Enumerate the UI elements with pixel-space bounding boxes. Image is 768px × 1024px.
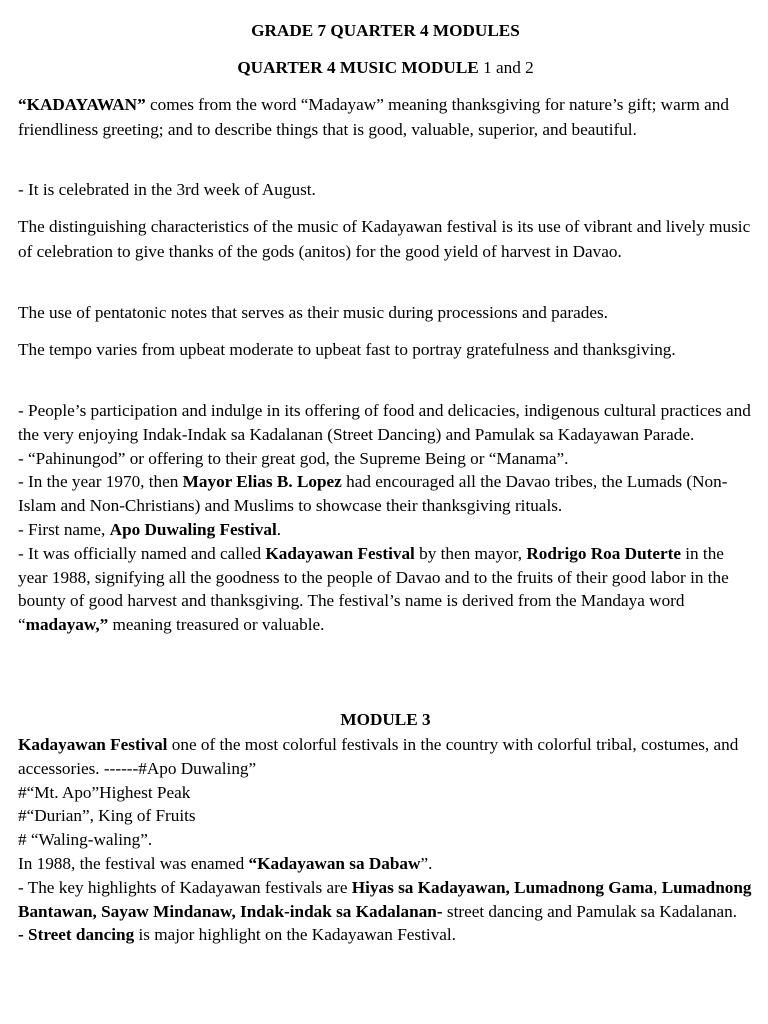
intro-paragraph (18, 93, 753, 142)
bullet-year-1970-text-c: had encouraged all the Davao tribes, the Lumads (Non-Islam and Non-Christians) and Muslims to showcase their thanksgiving rituals. (18, 472, 728, 516)
module-3-highlights (18, 876, 753, 924)
bullet-year-1970 (18, 470, 753, 518)
bullet-list (18, 399, 753, 637)
module-3-street-term: Street dancing (28, 925, 135, 945)
bullet-year-1970-text-a: - In the year 1970, then (18, 472, 183, 492)
module-3-renamed (18, 852, 753, 876)
bullet-officially-text-a: - It was officially named and called (18, 543, 266, 563)
module-title-bold: QUARTER 4 MUSIC MODULE (237, 58, 479, 77)
bullet-participation: - People’s participation and indulge in its offering of food and delicacies, indigenous cultural practices and the very enjoying Indak-Indak sa Kadalanan (Street Dancing) and Pamulak sa Kadayawan Parade. (18, 401, 751, 444)
bullet-officially-mayor: Rodrigo Roa Duterte (526, 543, 681, 563)
intro-term: “KADAYAWAN” (18, 95, 146, 114)
bullet-first-name (18, 518, 753, 542)
bullet-pahinungod: - “Pahinungod” or offering to their great god, the Supreme Being or “Manama”. (18, 448, 569, 468)
module-3-durian: #“Durian”, King of Fruits (18, 806, 196, 826)
characteristics-paragraph: The distinguishing characteristics of the music of Kadayawan festival is its use of vibrant and lively music of celebration to give thanks of the gods (anitos) for the good yield of harvest in Davao. (18, 217, 751, 261)
module-3-highlights-c: , (653, 877, 662, 897)
module-3-highlights-text-e: street dancing and Pamulak sa Kadalanan. (442, 901, 738, 921)
module-3-street-text: is major highlight on the Kadayawan Festival. (134, 925, 456, 945)
tempo-paragraph: The tempo varies from upbeat moderate to upbeat fast to portray gratefulness and thanksgiving. (18, 340, 676, 359)
bullet-officially-text-e: in the year 1988, signifying all the goodness to the people of Davao and to the fruits of their good labor in the bounty of good harvest and thanksgiving. The festival’s name is derived from the Mandaya word “ (18, 543, 729, 635)
module-3-renamed-name: “Kadayawan sa Dabaw (248, 853, 421, 873)
pentatonic-paragraph: The use of pentatonic notes that serves as their music during processions and parades. (18, 303, 608, 322)
document-title: GRADE 7 QUARTER 4 MODULES (251, 21, 520, 40)
module-3-waling: # “Waling-waling”. (18, 830, 153, 850)
module-3-renamed-text-a: In 1988, the festival was enamed (18, 853, 249, 873)
module-3-festival (18, 733, 753, 781)
bullet-officially-named (18, 542, 753, 637)
celebrated-line: - It is celebrated in the 3rd week of August. (18, 180, 316, 199)
module-3-renamed-text-c: ”. (420, 853, 433, 873)
bullet-officially-text-c: by then mayor, (414, 543, 527, 563)
bullet-first-name-text-c: . (276, 519, 282, 539)
module-3-highlights-b: Hiyas sa Kadayawan, Lumadnong Gama (351, 877, 654, 897)
bullet-year-1970-mayor: Mayor Elias B. Lopez (182, 472, 342, 492)
intro-text: comes from the word “Madayaw” meaning thanksgiving for nature’s gift; warm and friendliness greeting; and to describe things that is good, valuable, superior, and beautiful. (18, 95, 729, 139)
bullet-officially-madayaw: madayaw,” (25, 615, 109, 635)
module-3-heading: MODULE 3 (340, 710, 431, 729)
bullet-officially-festival: Kadayawan Festival (265, 543, 415, 563)
module-3-apo: #“Mt. Apo”Highest Peak (18, 782, 191, 802)
module-title-suffix: 1 and 2 (478, 58, 534, 77)
module-3-street-dancing (18, 923, 753, 947)
module-3-street-dash: - (18, 925, 29, 945)
bullet-first-name-text-a: - First name, (18, 519, 110, 539)
module-3-festival-text: one of the most colorful festivals in the country with colorful tribal, costumes, and accessories. ------#Apo Duwaling” (18, 735, 739, 778)
module-3-highlights-text-a: - The key highlights of Kadayawan festivals are (18, 877, 352, 897)
module-title (18, 56, 753, 80)
module-3-festival-name: Kadayawan Festival (18, 735, 168, 754)
module-3-content (18, 733, 753, 947)
bullet-officially-text-g: meaning treasured or valuable. (108, 615, 325, 635)
module-3-highlights-d: Lumadnong Bantawan, Sayaw Mindanaw, Indak-indak sa Kadalanan- (18, 877, 752, 921)
bullet-first-name-festival: Apo Duwaling Festival (109, 519, 277, 539)
